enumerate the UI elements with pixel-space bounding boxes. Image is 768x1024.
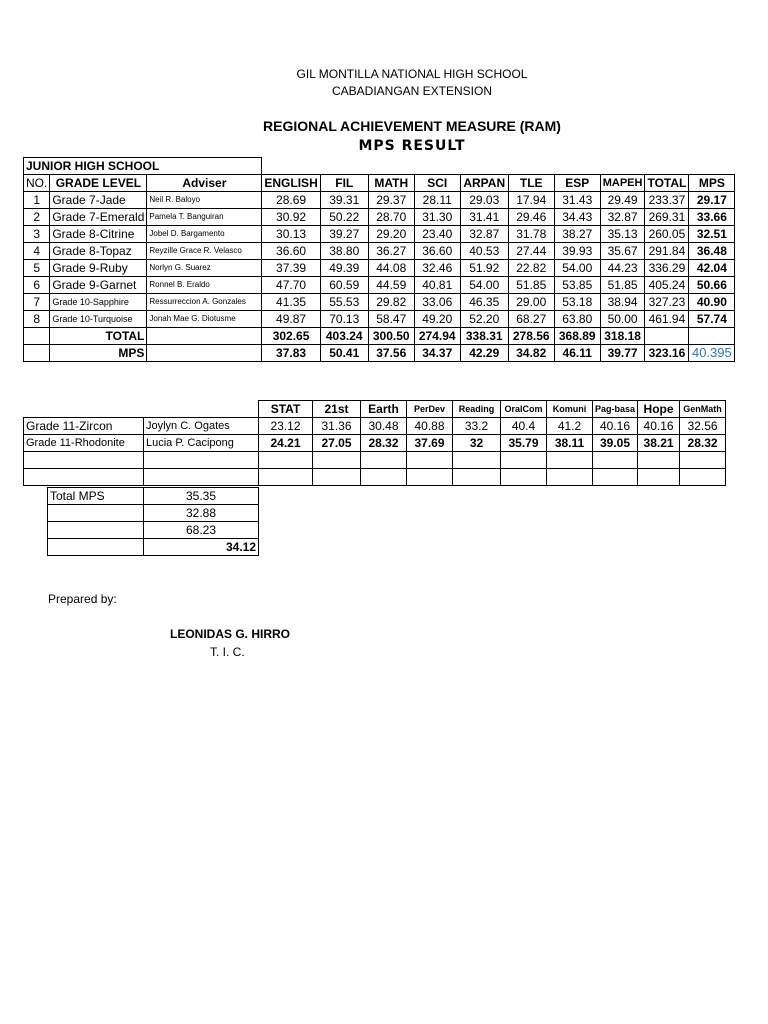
total-math: 300.50 [368, 328, 414, 345]
adviser-name: Jonah Mae G. Diotusme [147, 311, 262, 328]
mps-value: 40.90 [689, 294, 735, 311]
total-tle: 278.56 [508, 328, 554, 345]
col-arpan: ARPAN [460, 175, 508, 192]
grade-level: Grade 9-Garnet [50, 277, 147, 294]
score-cell: 38.21 [638, 435, 680, 452]
table-row [24, 294, 735, 311]
score-cell: 35.67 [600, 243, 645, 260]
total-mps-table [47, 487, 259, 556]
score-cell: 41.2 [547, 418, 593, 435]
score-cell: 50.22 [320, 209, 368, 226]
score-cell: 29.46 [508, 209, 554, 226]
blank-cell [144, 401, 259, 418]
col-no: NO. [24, 175, 50, 192]
row-number: 5 [24, 260, 50, 277]
score-cell: 40.16 [593, 418, 638, 435]
report-title: REGIONAL ACHIEVEMENT MEASURE (RAM) [263, 118, 561, 134]
score-cell: 49.87 [262, 311, 320, 328]
mps-value: 42.04 [689, 260, 735, 277]
score-cell: 52.20 [460, 311, 508, 328]
blank-cell [262, 158, 735, 175]
score-cell: 51.85 [508, 277, 554, 294]
blank-cell [689, 328, 735, 345]
score-cell: 39.05 [593, 435, 638, 452]
col-21st: 21st [313, 401, 361, 418]
blank-cell [259, 469, 313, 486]
score-cell: 39.31 [320, 192, 368, 209]
blank-cell [547, 452, 593, 469]
score-cell: 40.4 [501, 418, 547, 435]
score-cell: 34.43 [554, 209, 600, 226]
grade-level: Grade 8-Topaz [50, 243, 147, 260]
school-extension: CABADIANGAN EXTENSION [331, 84, 493, 98]
score-cell: 38.27 [554, 226, 600, 243]
jhs-section-label: JUNIOR HIGH SCHOOL [24, 158, 262, 175]
jhs-section-row [24, 158, 735, 175]
col-tle: TLE [508, 175, 554, 192]
score-cell: 49.20 [414, 311, 460, 328]
total-mapeh: 318.18 [600, 328, 645, 345]
blank-cell [453, 469, 501, 486]
score-cell: 49.39 [320, 260, 368, 277]
adviser-name: Jobel D. Bargamento [147, 226, 262, 243]
score-cell: 29.82 [368, 294, 414, 311]
score-cell: 60.59 [320, 277, 368, 294]
score-cell: 40.88 [407, 418, 453, 435]
score-cell: 27.44 [508, 243, 554, 260]
score-cell: 55.53 [320, 294, 368, 311]
score-cell: 40.53 [460, 243, 508, 260]
score-cell: 30.92 [262, 209, 320, 226]
score-cell: 28.70 [368, 209, 414, 226]
col-english: ENGLISH [262, 175, 320, 192]
score-cell: 50.00 [600, 311, 645, 328]
score-cell: 35.13 [600, 226, 645, 243]
score-cell: 32.56 [680, 418, 726, 435]
blank-cell [638, 452, 680, 469]
score-cell: 54.00 [460, 277, 508, 294]
table-row [48, 505, 259, 522]
score-cell: 336.29 [645, 260, 689, 277]
score-cell: 29.20 [368, 226, 414, 243]
mps-value: 57.74 [689, 311, 735, 328]
score-cell: 461.94 [645, 311, 689, 328]
col-perdev: PerDev [407, 401, 453, 418]
score-cell: 38.11 [547, 435, 593, 452]
col-mapeh: MAPEH [600, 175, 645, 192]
col-genmath: GenMath [680, 401, 726, 418]
score-cell: 28.11 [414, 192, 460, 209]
total-mps-value: 32.88 [144, 505, 259, 522]
score-cell: 28.32 [680, 435, 726, 452]
score-cell: 260.05 [645, 226, 689, 243]
score-cell: 36.60 [414, 243, 460, 260]
blank-cell [645, 328, 689, 345]
blank-cell [147, 328, 262, 345]
total-mps-label: Total MPS [48, 488, 144, 505]
blank-cell [361, 469, 407, 486]
total-sci: 274.94 [414, 328, 460, 345]
shs-table [23, 400, 726, 486]
adviser-name: Neil R. Baloyo [147, 192, 262, 209]
mps-tle: 34.82 [508, 345, 554, 362]
blank-cell [48, 539, 144, 556]
jhs-body [24, 192, 735, 328]
col-sci: SCI [414, 175, 460, 192]
row-number: 2 [24, 209, 50, 226]
shs-header-row [24, 401, 726, 418]
score-cell: 32 [453, 435, 501, 452]
score-cell: 32.87 [600, 209, 645, 226]
mps-mapeh: 39.77 [600, 345, 645, 362]
mps-sci: 34.37 [414, 345, 460, 362]
score-cell: 30.48 [361, 418, 407, 435]
grade-level: Grade 11-Zircon [24, 418, 144, 435]
total-mps-value: 68.23 [144, 522, 259, 539]
score-cell: 44.23 [600, 260, 645, 277]
score-cell: 29.37 [368, 192, 414, 209]
row-number: 1 [24, 192, 50, 209]
total-mps-final: 34.12 [144, 539, 259, 556]
score-cell: 327.23 [645, 294, 689, 311]
col-stat: STAT [259, 401, 313, 418]
score-cell: 32.46 [414, 260, 460, 277]
blank-cell [144, 469, 259, 486]
score-cell: 28.69 [262, 192, 320, 209]
score-cell: 32.87 [460, 226, 508, 243]
col-total: TOTAL [645, 175, 689, 192]
grade-level: Grade 7-Jade [50, 192, 147, 209]
mps-esp: 46.11 [554, 345, 600, 362]
score-cell: 17.94 [508, 192, 554, 209]
score-cell: 23.40 [414, 226, 460, 243]
mps-english: 37.83 [262, 345, 320, 362]
row-number: 6 [24, 277, 50, 294]
score-cell: 39.27 [320, 226, 368, 243]
score-cell: 46.35 [460, 294, 508, 311]
row-number: 3 [24, 226, 50, 243]
score-cell: 31.30 [414, 209, 460, 226]
blank-cell [147, 345, 262, 362]
score-cell: 58.47 [368, 311, 414, 328]
adviser-name: Ronnel B. Eraldo [147, 277, 262, 294]
adviser-name: Lucia P. Cacipong [144, 435, 259, 452]
score-cell: 40.81 [414, 277, 460, 294]
col-esp: ESP [554, 175, 600, 192]
score-cell: 38.94 [600, 294, 645, 311]
mps-label: MPS [50, 345, 147, 362]
score-cell: 23.12 [259, 418, 313, 435]
col-grade-level: GRADE LEVEL [50, 175, 147, 192]
table-row [24, 243, 735, 260]
table-row [24, 435, 726, 452]
score-cell: 29.03 [460, 192, 508, 209]
grade-level: Grade 9-Ruby [50, 260, 147, 277]
mps-arpan: 42.29 [460, 345, 508, 362]
mps-total: 323.16 [645, 345, 689, 362]
blank-cell [638, 469, 680, 486]
blank-cell [407, 469, 453, 486]
grade-level: Grade 11-Rhodonite [24, 435, 144, 452]
mps-value: 36.48 [689, 243, 735, 260]
score-cell: 38.80 [320, 243, 368, 260]
col-math: MATH [368, 175, 414, 192]
blank-cell [501, 452, 547, 469]
score-cell: 37.39 [262, 260, 320, 277]
mps-value: 50.66 [689, 277, 735, 294]
blank-cell [680, 469, 726, 486]
mps-value: 33.66 [689, 209, 735, 226]
score-cell: 31.41 [460, 209, 508, 226]
blank-cell [501, 469, 547, 486]
score-cell: 35.79 [501, 435, 547, 452]
total-arpan: 338.31 [460, 328, 508, 345]
signatory-role: T. I. C. [210, 645, 245, 659]
overall-mps: 40.395 [689, 345, 735, 362]
score-cell: 269.31 [645, 209, 689, 226]
score-cell: 47.70 [262, 277, 320, 294]
blank-cell [48, 505, 144, 522]
blank-cell [144, 452, 259, 469]
score-cell: 68.27 [508, 311, 554, 328]
blank-cell [313, 469, 361, 486]
blank-cell [361, 452, 407, 469]
blank-cell [547, 469, 593, 486]
blank-cell [680, 452, 726, 469]
total-english: 302.65 [262, 328, 320, 345]
blank-cell [593, 452, 638, 469]
table-row [24, 418, 726, 435]
table-row [24, 260, 735, 277]
mps-value: 29.17 [689, 192, 735, 209]
score-cell: 233.37 [645, 192, 689, 209]
score-cell: 37.69 [407, 435, 453, 452]
total-esp: 368.89 [554, 328, 600, 345]
score-cell: 405.24 [645, 277, 689, 294]
score-cell: 36.27 [368, 243, 414, 260]
jhs-header-row [24, 175, 735, 192]
table-row [48, 539, 259, 556]
adviser-name: Ressurreccion A. Gonzales [147, 294, 262, 311]
score-cell: 30.13 [262, 226, 320, 243]
blank-cell [48, 522, 144, 539]
total-mps-value: 35.35 [144, 488, 259, 505]
score-cell: 31.36 [313, 418, 361, 435]
table-row [24, 469, 726, 486]
jhs-mps-row [24, 345, 735, 362]
signatory-name: LEONIDAS G. HIRRO [170, 627, 291, 641]
total-fil: 403.24 [320, 328, 368, 345]
table-row [48, 488, 259, 505]
grade-level: Grade 10-Turquoise [50, 311, 147, 328]
score-cell: 51.85 [600, 277, 645, 294]
blank-cell [407, 452, 453, 469]
score-cell: 24.21 [259, 435, 313, 452]
grade-level: Grade 8-Citrine [50, 226, 147, 243]
col-komuni: Komuni [547, 401, 593, 418]
shs-body [24, 418, 726, 452]
report-subtitle: MPS RESULT [358, 138, 466, 154]
prepared-by-label: Prepared by: [48, 592, 117, 606]
adviser-name: Pamela T. Banguiran [147, 209, 262, 226]
col-fil: FIL [320, 175, 368, 192]
score-cell: 29.49 [600, 192, 645, 209]
score-cell: 22.82 [508, 260, 554, 277]
mps-math: 37.56 [368, 345, 414, 362]
col-hope: Hope [638, 401, 680, 418]
score-cell: 51.92 [460, 260, 508, 277]
school-name: GIL MONTILLA NATIONAL HIGH SCHOOL [296, 67, 528, 81]
blank-cell [593, 469, 638, 486]
score-cell: 28.32 [361, 435, 407, 452]
col-adviser: Adviser [147, 175, 262, 192]
score-cell: 44.08 [368, 260, 414, 277]
score-cell: 36.60 [262, 243, 320, 260]
score-cell: 63.80 [554, 311, 600, 328]
score-cell: 54.00 [554, 260, 600, 277]
score-cell: 27.05 [313, 435, 361, 452]
row-number: 8 [24, 311, 50, 328]
row-number: 7 [24, 294, 50, 311]
blank-cell [453, 452, 501, 469]
table-row [24, 452, 726, 469]
score-cell: 53.18 [554, 294, 600, 311]
table-row [24, 311, 735, 328]
score-cell: 53.85 [554, 277, 600, 294]
blank-cell [24, 345, 50, 362]
table-row [24, 226, 735, 243]
score-cell: 40.16 [638, 418, 680, 435]
col-pag-basa: Pag-basa [593, 401, 638, 418]
col-mps: MPS [689, 175, 735, 192]
col-earth: Earth [361, 401, 407, 418]
score-cell: 31.43 [554, 192, 600, 209]
table-row [24, 277, 735, 294]
blank-cell [24, 401, 144, 418]
blank-cell [24, 452, 144, 469]
grade-level: Grade 7-Emerald [50, 209, 147, 226]
table-row [48, 522, 259, 539]
score-cell: 70.13 [320, 311, 368, 328]
row-number: 4 [24, 243, 50, 260]
blank-cell [259, 452, 313, 469]
mps-value: 32.51 [689, 226, 735, 243]
jhs-table [23, 157, 735, 362]
col-oralcom: OralCom [501, 401, 547, 418]
jhs-total-row [24, 328, 735, 345]
score-cell: 44.59 [368, 277, 414, 294]
table-row [24, 209, 735, 226]
score-cell: 33.06 [414, 294, 460, 311]
adviser-name: Joylyn C. Ogates [144, 418, 259, 435]
table-row [24, 192, 735, 209]
total-label: TOTAL [50, 328, 147, 345]
mps-fil: 50.41 [320, 345, 368, 362]
grade-level: Grade 10-Sapphire [50, 294, 147, 311]
blank-cell [24, 469, 144, 486]
score-cell: 291.84 [645, 243, 689, 260]
adviser-name: Norlyn G. Suarez [147, 260, 262, 277]
blank-cell [24, 328, 50, 345]
adviser-name: Reyzille Grace R. Velasco [147, 243, 262, 260]
score-cell: 33.2 [453, 418, 501, 435]
col-reading: Reading [453, 401, 501, 418]
score-cell: 39.93 [554, 243, 600, 260]
score-cell: 31.78 [508, 226, 554, 243]
score-cell: 41.35 [262, 294, 320, 311]
score-cell: 29.00 [508, 294, 554, 311]
blank-cell [313, 452, 361, 469]
